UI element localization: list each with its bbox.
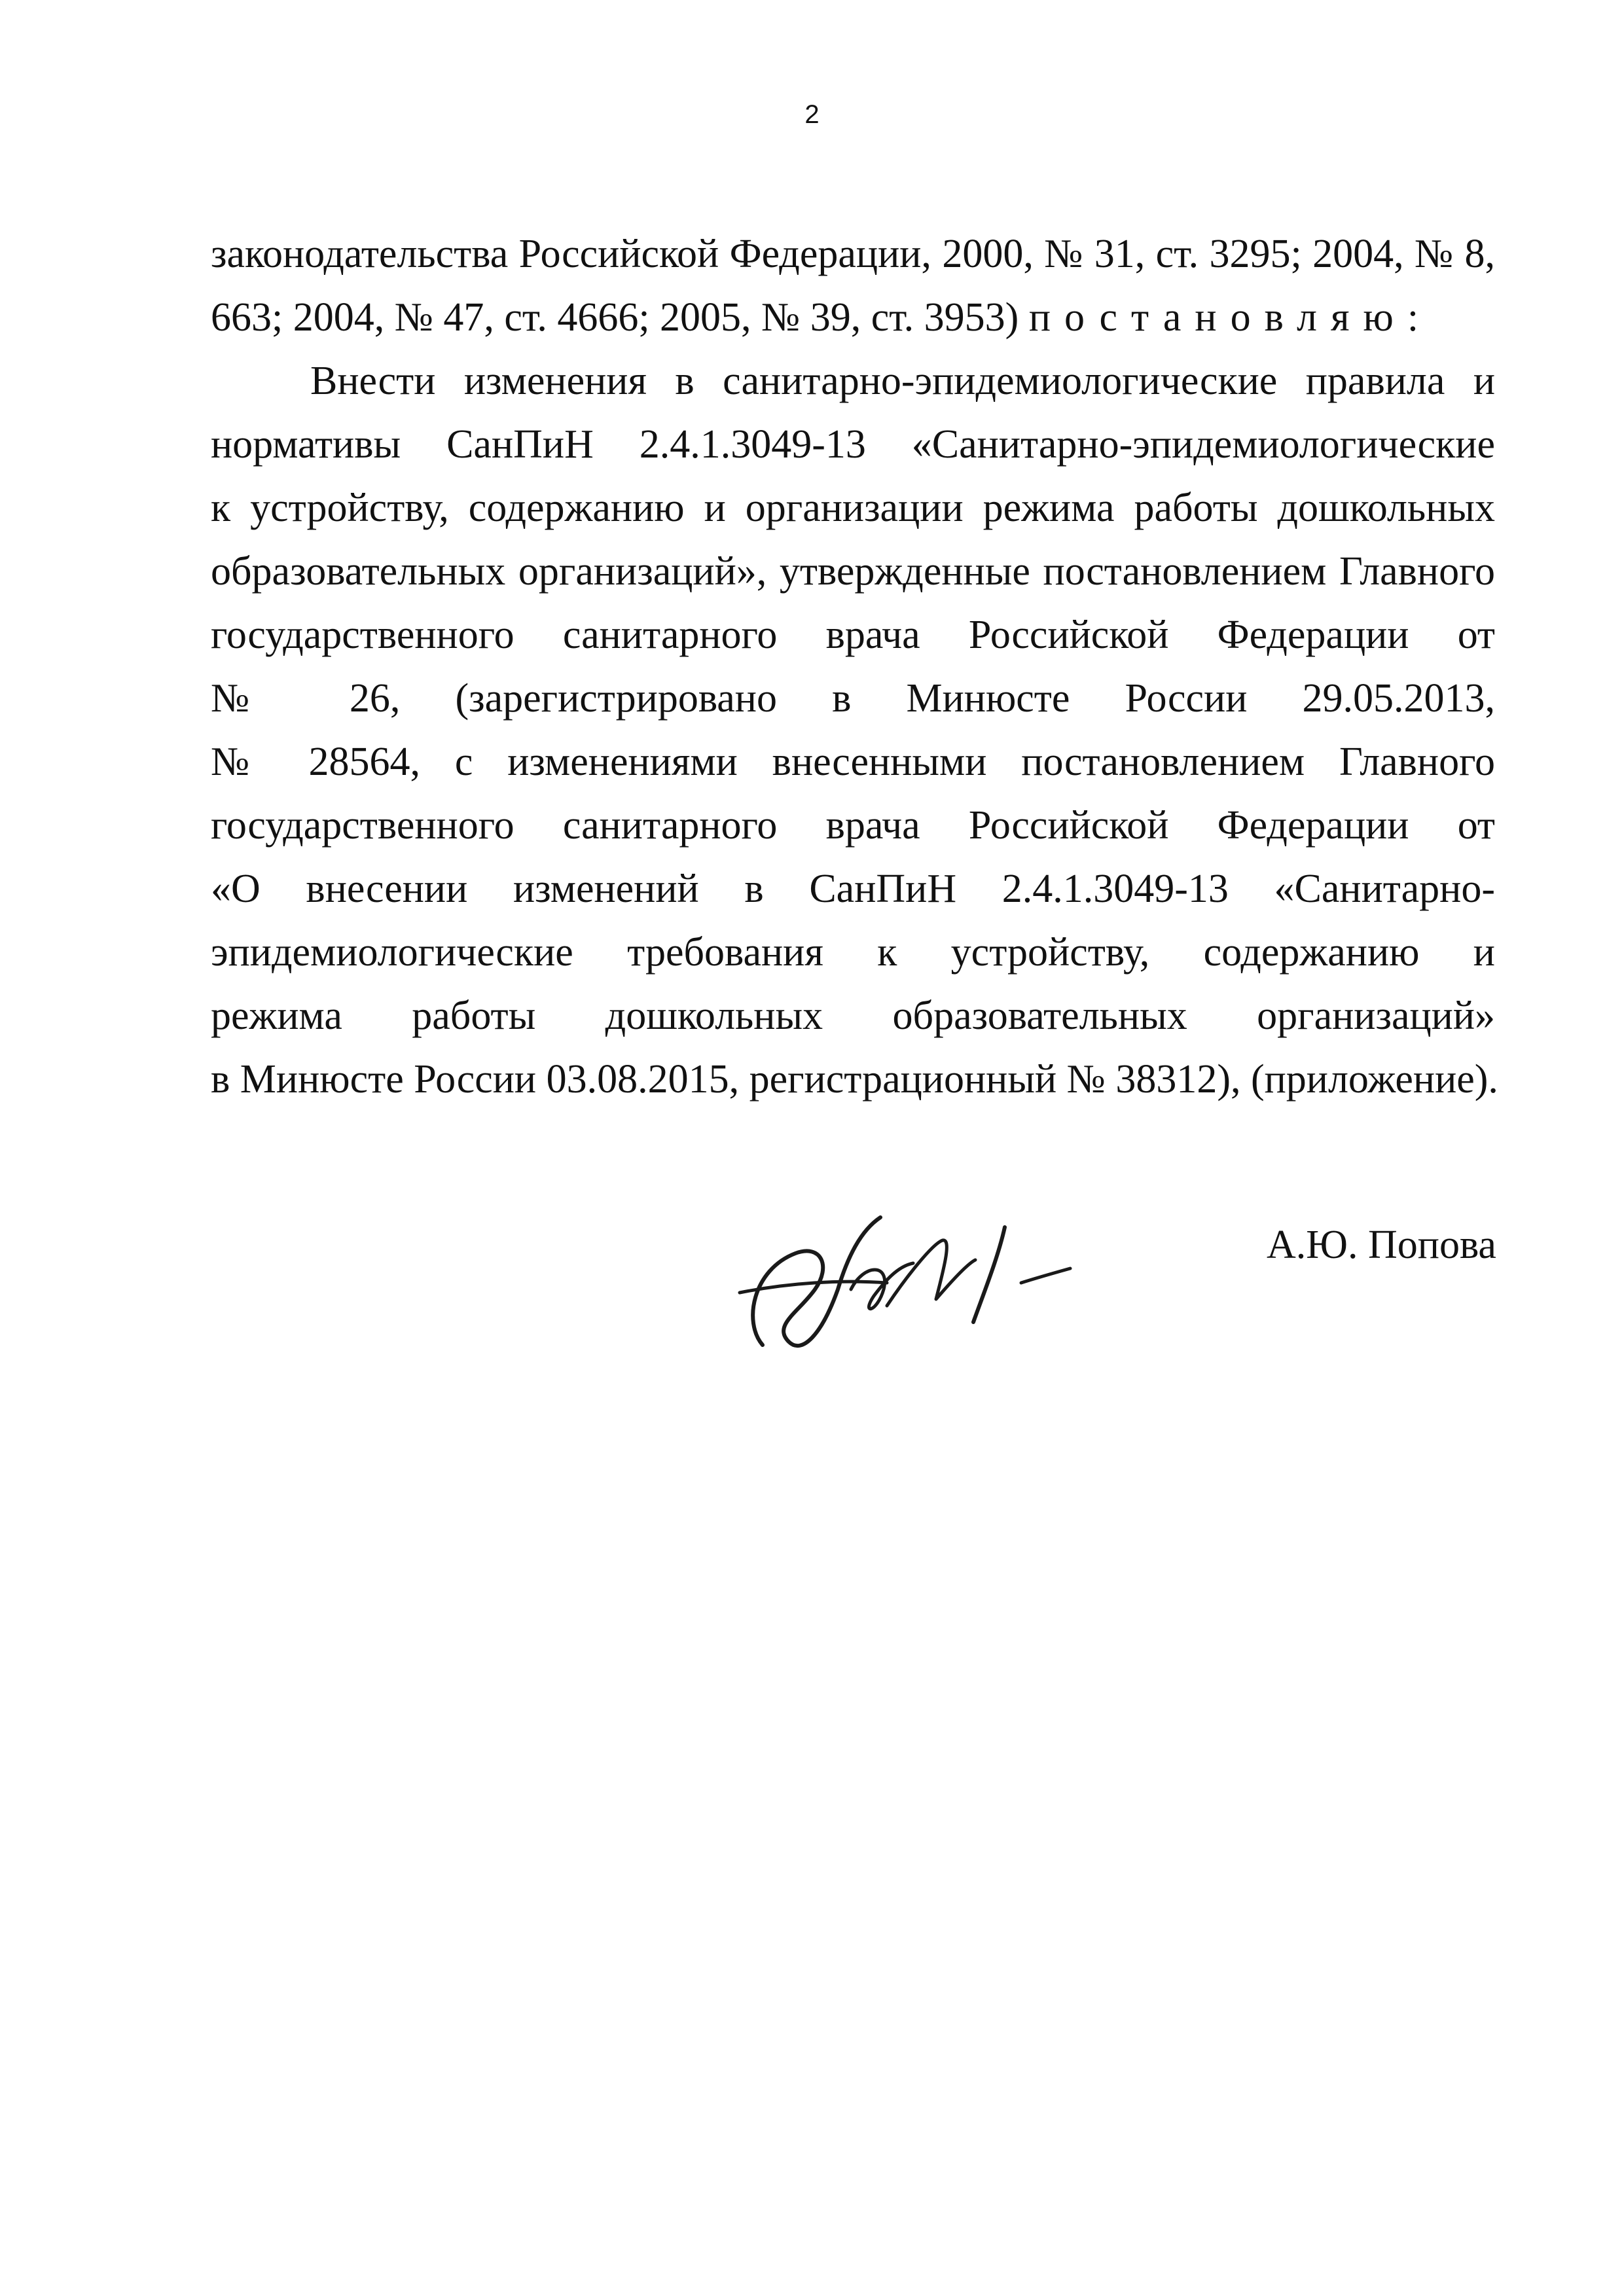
paragraph1-line-2	[211, 286, 1495, 350]
page-number: 2	[804, 100, 820, 129]
paragraph2-line-6: № 26, (зарегистрировано в Минюсте России 29.05.2013,	[211, 676, 1495, 721]
resolution-keyword: постановляю:	[1028, 295, 1433, 340]
paragraph2-line-10: эпидемиологические требования к устройству, содержанию и	[211, 930, 1495, 975]
paragraph2-line-7: № 28564, с изменениями внесенными постановлением Главного	[211, 740, 1495, 784]
handwritten-signature	[717, 1191, 1083, 1388]
signer-name: А.Ю. Попова	[1267, 1223, 1496, 1267]
paragraph2-line-1: Внести изменения в санитарно-эпидемиологические правила и	[310, 359, 1495, 403]
paragraph1-line-1: законодательства Российской Федерации, 2000, № 31, ст. 3295; 2004, № 8,	[211, 232, 1495, 276]
paragraph2-line-4: образовательных организаций», утвержденные постановлением Главного	[211, 549, 1495, 594]
paragraph2-line-2: нормативы СанПиН 2.4.1.3049-13 «Санитарно-эпидемиологические	[211, 422, 1495, 467]
paragraph2-line-12: в Минюсте России 03.08.2015, регистрационный № 38312), (приложение).	[211, 1057, 1498, 1102]
signature-strokes	[740, 1217, 1070, 1346]
paragraph1-line-2-text: 663; 2004, № 47, ст. 4666; 2005, № 39, ст. 3953)	[211, 295, 1019, 340]
paragraph2-line-8: государственного санитарного врача Российской Федерации от	[211, 803, 1495, 848]
paragraph2-line-11: режима работы дошкольных образовательных организаций»	[211, 994, 1495, 1038]
document-body	[211, 223, 1498, 1111]
paragraph2-line-5: государственного санитарного врача Российской Федерации от	[211, 613, 1495, 657]
paragraph2-line-9: «О внесении изменений в СанПиН 2.4.1.3049-13 «Санитарно-	[211, 867, 1495, 911]
paragraph2-line-3: к устройству, содержанию и организации режима работы дошкольных	[211, 486, 1495, 530]
